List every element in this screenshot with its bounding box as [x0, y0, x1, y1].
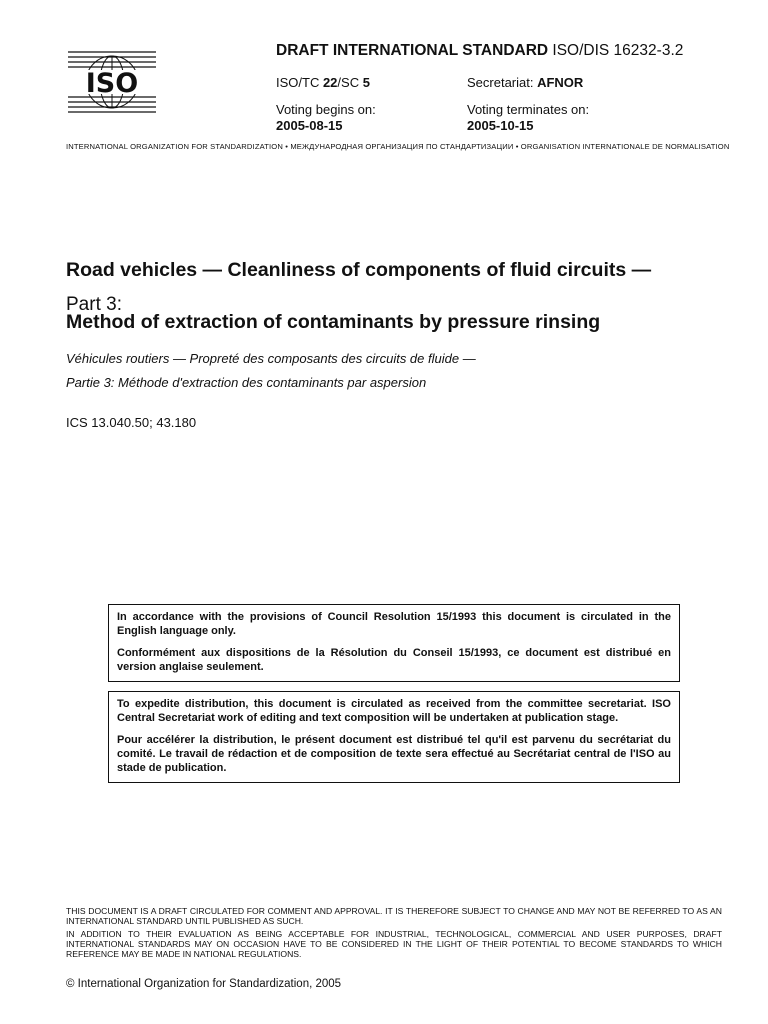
voting-terminates: [467, 102, 589, 134]
doc-type: DRAFT INTERNATIONAL STANDARD: [276, 42, 549, 59]
french-title-line2: Partie 3: Méthode d'extraction des contaminants par aspersion: [66, 375, 427, 390]
document-title-header: [276, 42, 683, 60]
french-title-line1: Véhicules routiers — Propreté des composants des circuits de fluide —: [66, 351, 476, 366]
voting-begins-label: Voting begins on:: [276, 102, 376, 117]
language-notice-en: In accordance with the provisions of Council Resolution 15/1993 this document is circulated in the English language only.: [117, 611, 671, 637]
committee: ISO/TC 22/SC 5: [276, 75, 370, 90]
disclaimer-paragraph-2: IN ADDITION TO THEIR EVALUATION AS BEING ACCEPTABLE FOR INDUSTRIAL, TECHNOLOGICAL, COMMERCIAL AND USER PURPOSES, DRAFT INTERNATIONAL STANDARDS MAY ON OCCASION HAVE TO BE CONSIDERED IN THE LIGHT OF THEIR POTENTIAL TO BECOME STANDARDS TO WHICH REFERENCE MAY BE MADE IN NATIONAL REGULATIONS.: [66, 929, 722, 959]
part-label: Part 3:: [66, 294, 122, 315]
language-notice-fr: Conformément aux dispositions de la Résolution du Conseil 15/1993, ce document est distribué en version anglaise seulement.: [117, 647, 671, 673]
doc-number: ISO/DIS 16232-3.2: [552, 42, 684, 59]
distribution-notice-en: To expedite distribution, this document is circulated as received from the committee secretariat. ISO Central Secretariat work of editing and text composition will be undertaken at publication stage.: [117, 698, 671, 724]
voting-terminates-label: Voting terminates on:: [467, 102, 590, 117]
organization-line: INTERNATIONAL ORGANIZATION FOR STANDARDIZATION • МЕЖДУНАРОДНАЯ ОРГАНИЗАЦИЯ ПО СТАНДАРТИЗАЦИИ • ORGANISATION INTERNATIONALE DE NORMALISATION: [66, 142, 730, 151]
main-title-line1: Road vehicles — Cleanliness of components of fluid circuits —: [66, 259, 652, 281]
copyright: © International Organization for Standardization, 2005: [66, 978, 342, 990]
main-title-line2: Method of extraction of contaminants by pressure rinsing: [66, 311, 601, 333]
language-notice-box: [108, 604, 680, 682]
svg-text:ISO: ISO: [85, 68, 139, 99]
voting-begins-date: 2005-08-15: [276, 118, 343, 133]
disclaimer-paragraph-1: THIS DOCUMENT IS A DRAFT CIRCULATED FOR COMMENT AND APPROVAL. IT IS THEREFORE SUBJECT TO CHANGE AND MAY NOT BE REFERRED TO AS AN INTERNATIONAL STANDARD UNTIL PUBLISHED AS SUCH.: [66, 906, 722, 926]
draft-disclaimer: [66, 906, 722, 959]
distribution-notice-box: [108, 691, 680, 783]
iso-logo: [66, 46, 158, 118]
voting-begins: [276, 102, 376, 134]
voting-terminates-date: 2005-10-15: [467, 118, 534, 133]
distribution-notice-fr: Pour accélérer la distribution, le présent document est distribué tel qu'il est parvenu du secrétariat du comité. Le travail de rédaction et de composition de texte sera effectué au Secrétariat central de l'ISO au stade de publication.: [117, 734, 671, 774]
secretariat: Secretariat: AFNOR: [467, 75, 584, 90]
ics-codes: ICS 13.040.50; 43.180: [66, 415, 197, 430]
